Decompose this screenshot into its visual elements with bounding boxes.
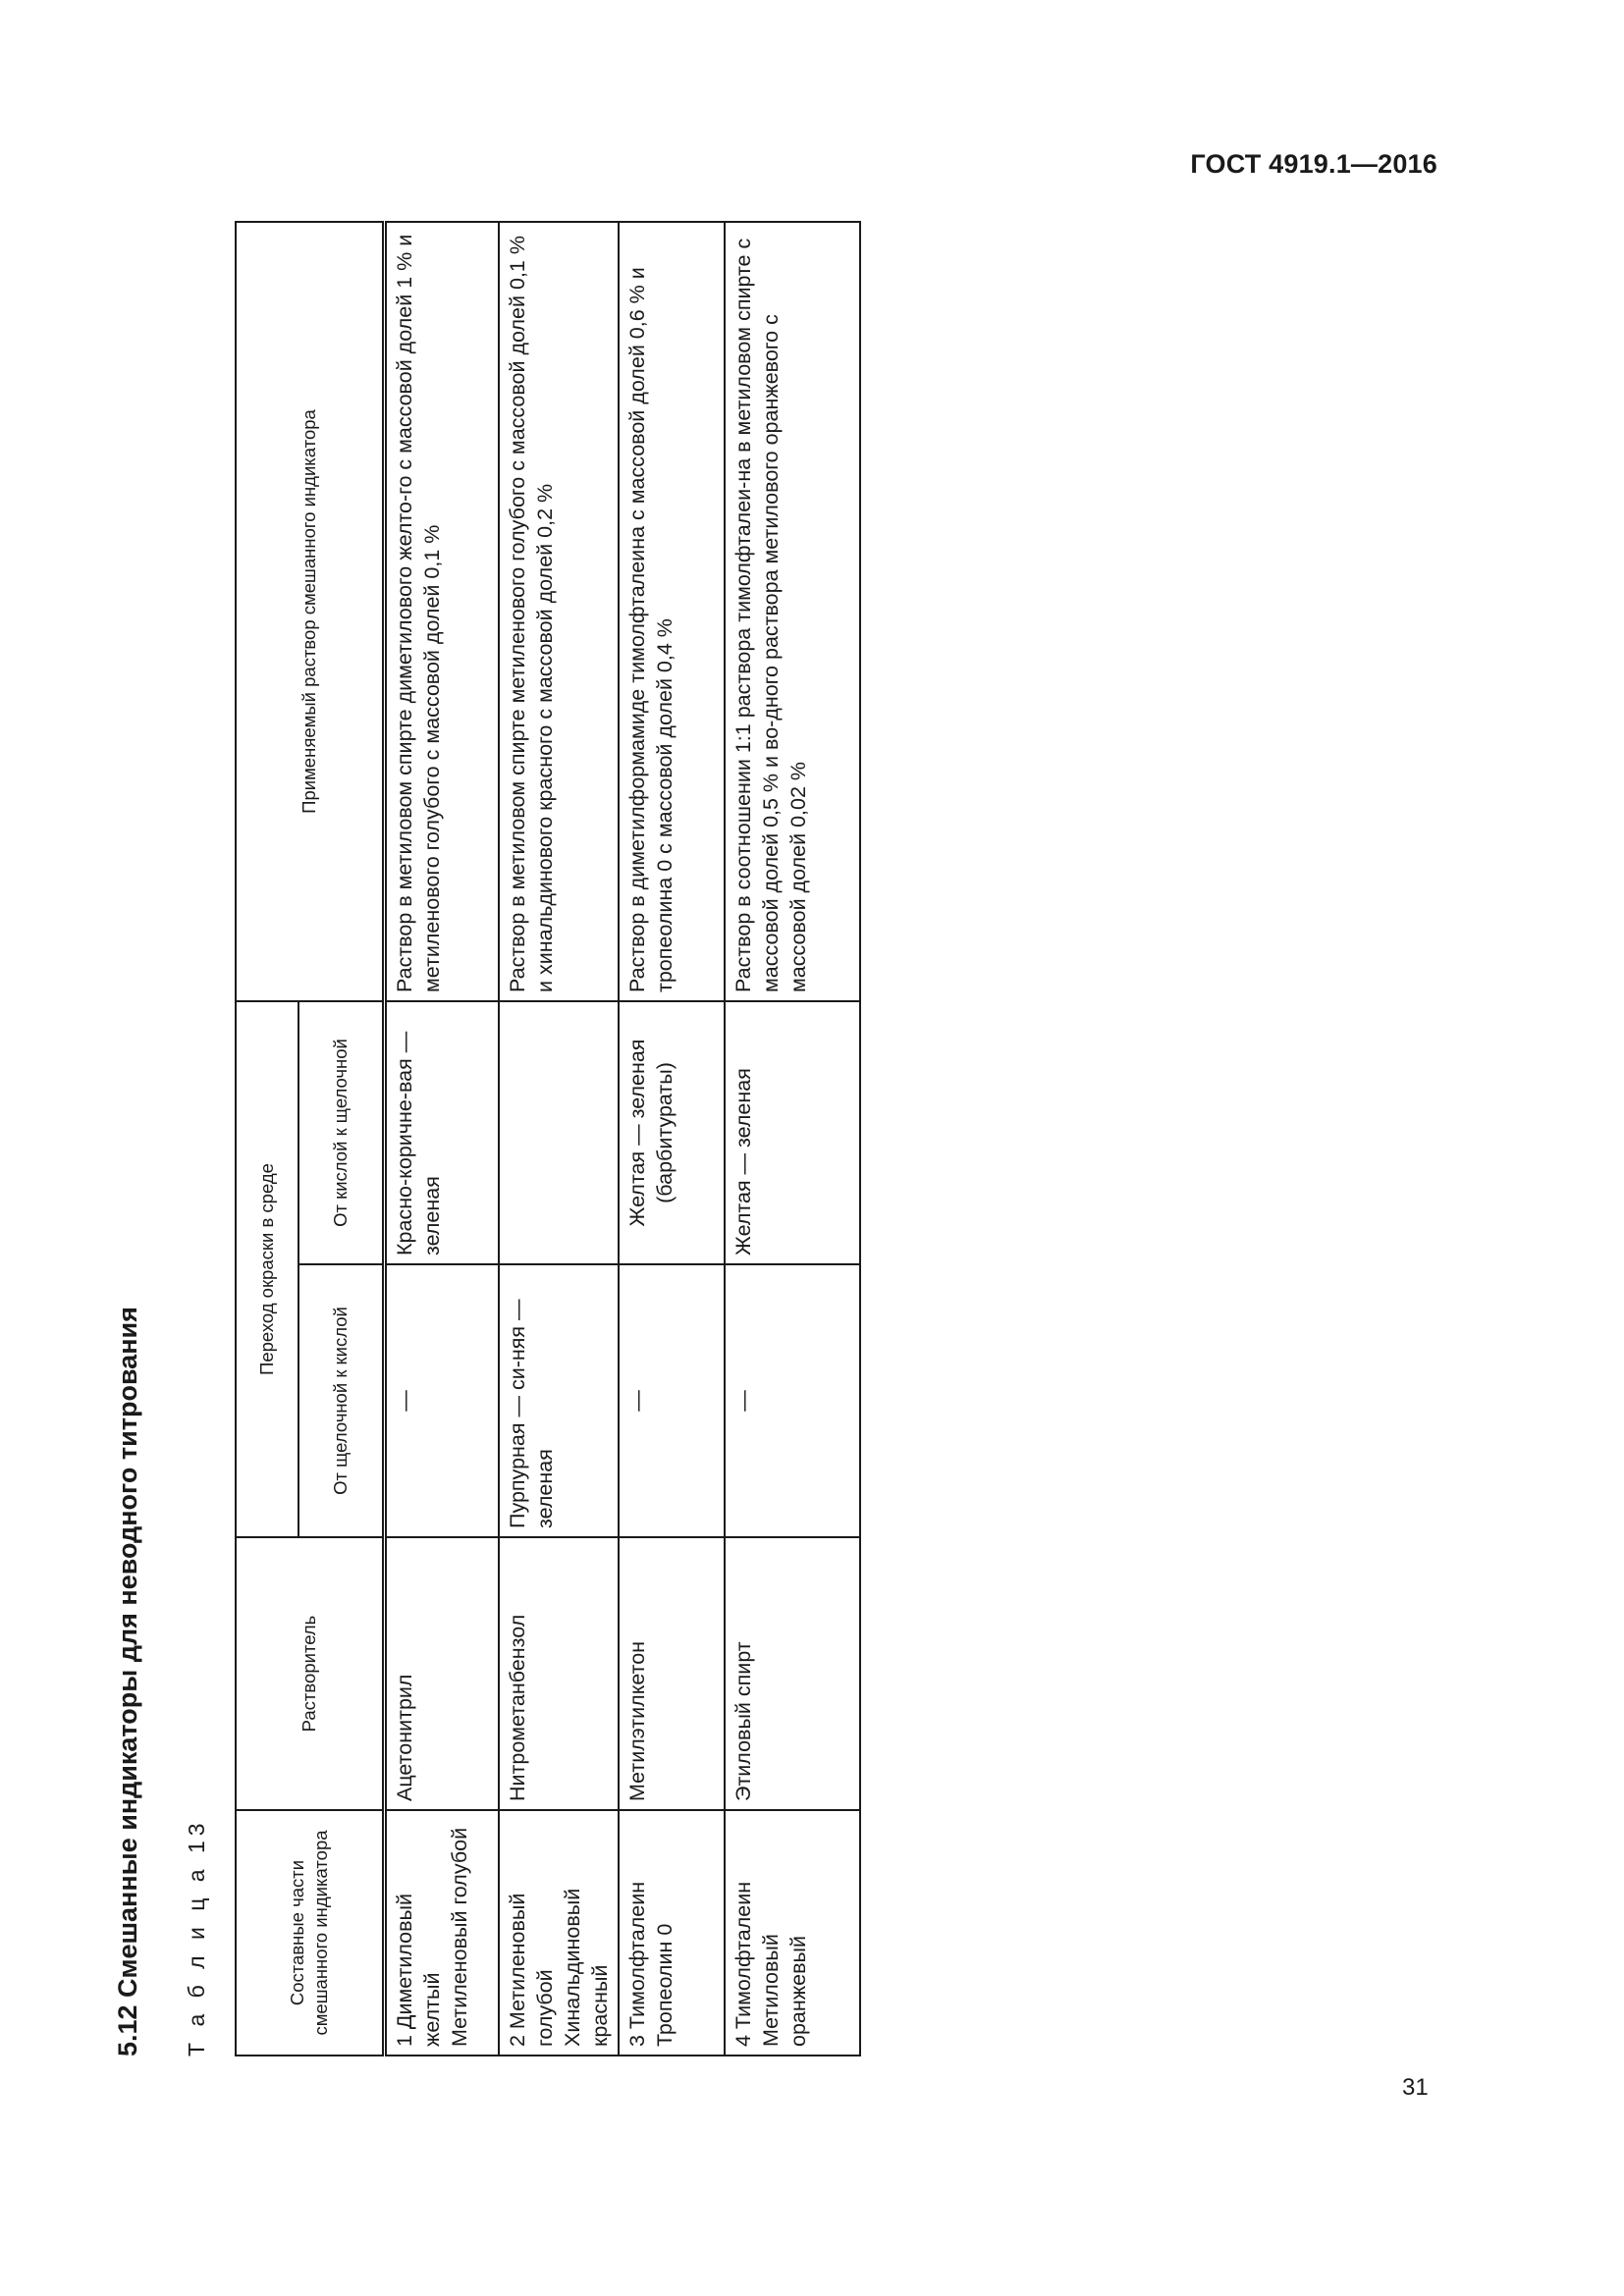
cell-components [725, 1810, 860, 2056]
section-heading: 5.12 Смешанные индикаторы для неводного титрования [113, 1307, 142, 2056]
cell-solution: Раствор в метиловом спирте диметилового желто-го с массовой долей 1 % и метиленового голубого с массовой долей 0,1 % [385, 222, 500, 1001]
page-number: 31 [1402, 2074, 1429, 2101]
component-name: Метиловый оранжевый [759, 1934, 810, 2047]
header-solution: Применяемый раствор смешанного индикатора [236, 222, 385, 1001]
component-name: Хинальдиновый красный [561, 1888, 612, 2047]
component-name: 4 Тимолфталеин [731, 1881, 755, 2047]
cell-solution: Раствор в метиловом спирте метиленового голубого с массовой долей 0,1 % и хинальдинового красного с массовой долей 0,2 % [499, 222, 619, 1001]
cell-alkaline-to-acid: — [619, 1264, 725, 1537]
cell-acid-to-alkaline: Желтая — зеленая [725, 1001, 860, 1264]
cell-solvent: Метилэтилкетон [619, 1537, 725, 1810]
cell-solvent: Ацетонитрил [385, 1537, 500, 1810]
table-caption: Т а б л и ц а 13 [184, 1818, 209, 2056]
table-row [385, 222, 500, 2056]
component-name: 3 Тимолфталеин [625, 1881, 649, 2047]
indicators-table [235, 221, 861, 2056]
header-alkaline-to-acid: От щелочной к кислой [298, 1264, 385, 1537]
component-name: 1 Диметиловый желтый [393, 1893, 444, 2047]
cell-solution: Раствор в диметилформамиде тимолфталеина с массовой долей 0,6 % и тропеолина 0 с массовой долей 0,4 % [619, 222, 725, 1001]
cell-components [385, 1810, 500, 2056]
header-components: Составные части смешанного индикатора [236, 1810, 385, 2056]
table-row [499, 222, 619, 2056]
rotated-content [113, 216, 810, 2056]
cell-acid-to-alkaline: Красно-коричне-вая — зеленая [385, 1001, 500, 1264]
cell-alkaline-to-acid: — [725, 1264, 860, 1537]
cell-components [499, 1810, 619, 2056]
table-row [725, 222, 860, 2056]
cell-alkaline-to-acid: — [385, 1264, 500, 1537]
cell-acid-to-alkaline [499, 1001, 619, 1264]
cell-components [619, 1810, 725, 2056]
component-name: Метиленовый голубой [448, 1827, 471, 2047]
cell-acid-to-alkaline: Желтая — зеленая (барбитураты) [619, 1001, 725, 1264]
table-row [619, 222, 725, 2056]
cell-solvent: Этиловый спирт [725, 1537, 860, 1810]
component-name: 2 Метиленовый голубой [506, 1893, 557, 2047]
document-code: ГОСТ 4919.1—2016 [1190, 149, 1437, 179]
header-acid-to-alkaline: От кислой к щелочной [298, 1001, 385, 1264]
table-header-row [236, 222, 298, 2056]
cell-solvent: Нитрометанбензол [499, 1537, 619, 1810]
cell-alkaline-to-acid: Пурпурная — си-няя — зеленая [499, 1264, 619, 1537]
header-color-transition: Переход окраски в среде [236, 1001, 298, 1537]
component-name: Тропеолин 0 [653, 1923, 677, 2047]
cell-solution: Раствор в соотношении 1:1 раствора тимолфталеи-на в метиловом спирте с массовой долей 0,5 % и во-дного раствора метилового оранжевого с массовой долей 0,02 % [725, 222, 860, 1001]
header-solvent: Растворитель [236, 1537, 385, 1810]
